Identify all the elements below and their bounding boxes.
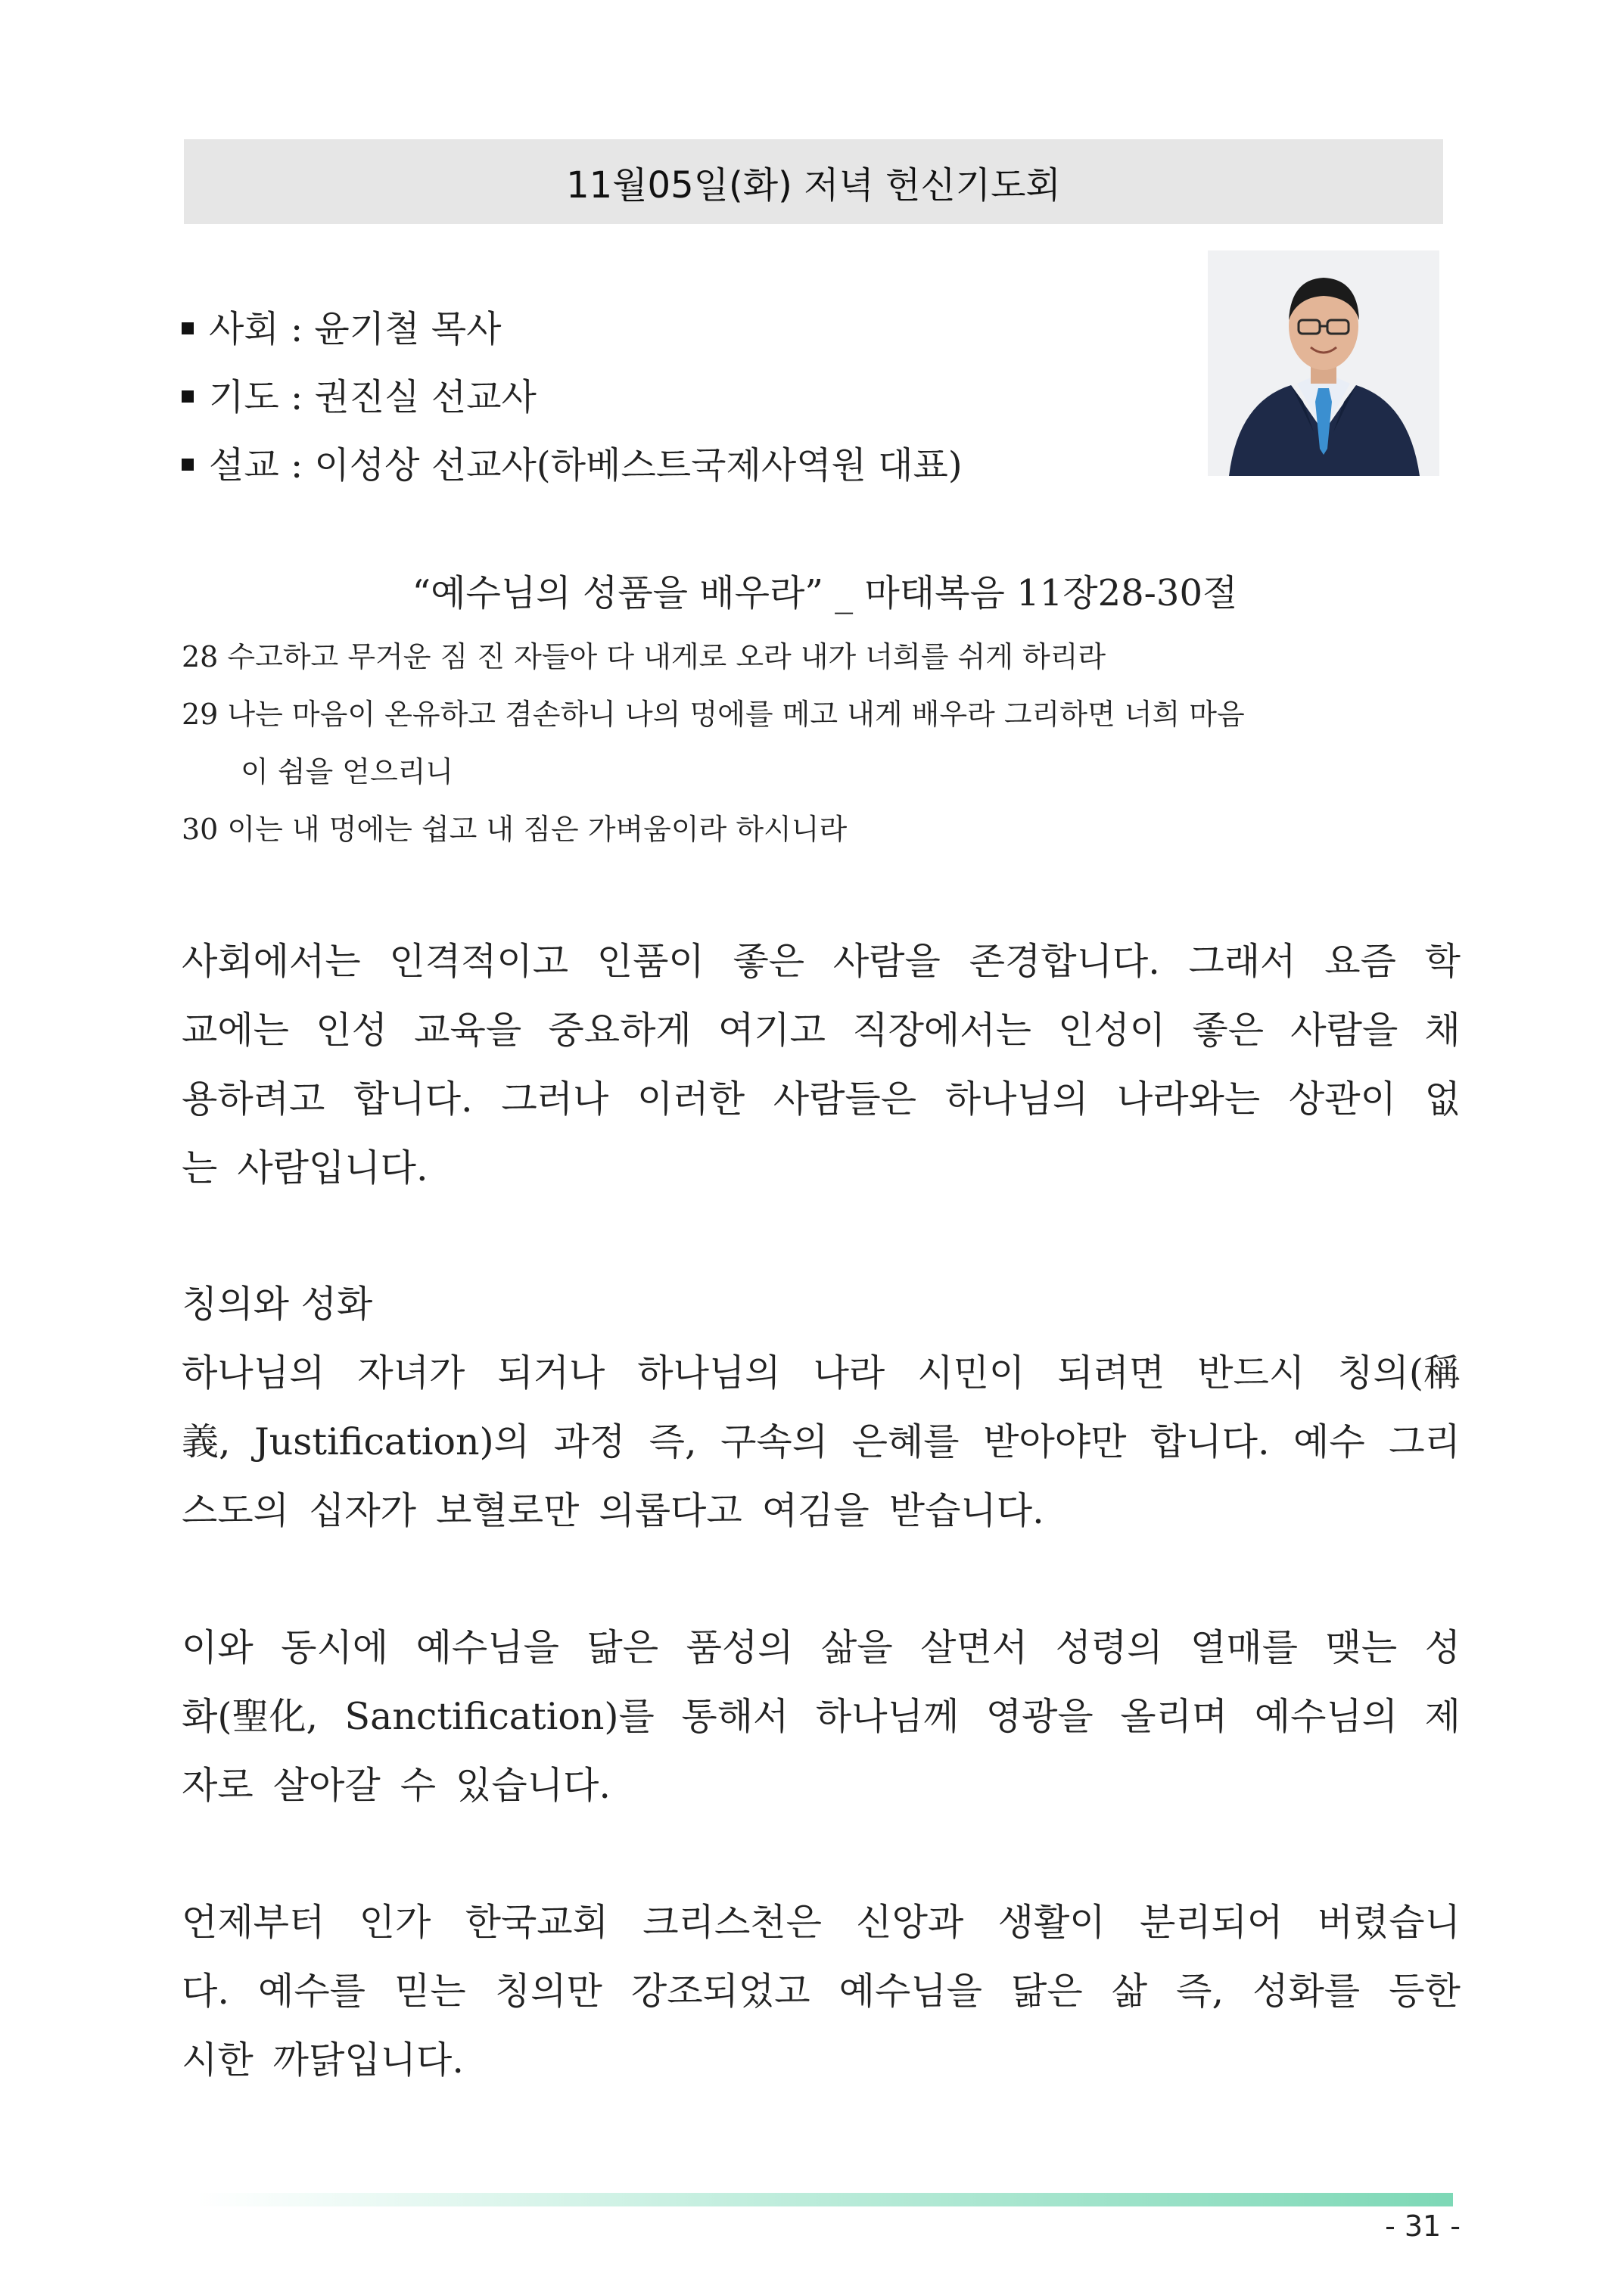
paragraph-line: 하나님의 자녀가 되거나 하나님의 나라 시민이 되려면 반드시 칭의(稱 (182, 1351, 1461, 1395)
paragraph-line: 다. 예수를 믿는 칭의만 강조되었고 예수님을 닮은 삶 즉, 성화를 등한 (182, 1970, 1461, 2013)
paragraph-line: 사회에서는 인격적이고 인품이 좋은 사람을 존경합니다. 그래서 요즘 학 (182, 940, 1461, 983)
paragraph-line: 義, Justification)의 과정 즉, 구속의 은혜를 받아야만 합니다. 예수 그리 (182, 1420, 1461, 1463)
verse-30: 30 이는 내 멍에는 쉽고 내 짐은 가벼움이라 하시니라 (182, 813, 848, 846)
paragraph-line: 는 사람입니다. (182, 1146, 428, 1189)
paragraph-line: 화(聖化, Sanctification)를 통해서 하나님께 영광을 올리며 예수님의 제 (182, 1695, 1461, 1738)
square-bullet-icon (182, 390, 194, 403)
paragraph-line: 스도의 십자가 보혈로만 의롭다고 여김을 받습니다. (182, 1489, 1044, 1532)
paragraph-3 (182, 1613, 1461, 1820)
section-heading-wrap (182, 1270, 1461, 1339)
preacher-photo (1208, 250, 1439, 476)
service-roles (182, 291, 1165, 496)
role-preacher: 설교 : 이성상 선교사(하베스트국제사역원 대표) (182, 428, 1165, 496)
paragraph-1 (182, 927, 1461, 1202)
page-title-bar (184, 139, 1443, 224)
verse-28: 28 수고하고 무거운 짐 진 자들아 다 내게로 오라 내가 너희를 쉬게 하리라 (182, 640, 1106, 673)
verse-29-continued: 이 쉼을 얻으리니 (241, 755, 454, 788)
verse-29: 29 나는 마음이 온유하고 겸손하니 나의 멍에를 메고 내게 배우라 그리하면 너희 마음 (182, 698, 1245, 731)
paragraph-line: 언제부터 인가 한국교회 크리스천은 신앙과 생활이 분리되어 버렸습니 (182, 1901, 1461, 1944)
footer-gradient-bar (197, 2193, 1453, 2206)
paragraph-2 (182, 1339, 1461, 1545)
square-bullet-icon (182, 322, 194, 334)
paragraph-line: 교에는 인성 교육을 중요하게 여기고 직장에서는 인성이 좋은 사람을 채 (182, 1009, 1461, 1052)
section-heading: 칭의와 성화 (182, 1283, 373, 1326)
paragraph-4 (182, 1888, 1461, 2094)
page-title: 11월05일(화) 저녁 헌신기도회 (566, 163, 1061, 207)
scripture-verses (182, 628, 1461, 858)
role-prayer: 기도 : 권진실 선교사 (182, 359, 1165, 428)
paragraph-line: 자로 살아갈 수 있습니다. (182, 1764, 611, 1807)
paragraph-line: 시한 까닭입니다. (182, 2038, 464, 2082)
paragraph-line: 용하려고 합니다. 그러나 이러한 사람들은 하나님의 나라와는 상관이 없 (182, 1078, 1461, 1121)
scripture-title: “예수님의 성품을 배우라” _ 마태복음 11장28-30절 (412, 572, 1238, 614)
square-bullet-icon (182, 459, 194, 471)
page-number: - 31 - (1385, 2209, 1461, 2243)
paragraph-line: 이와 동시에 예수님을 닮은 품성의 삶을 살면서 성령의 열매를 맺는 성 (182, 1626, 1461, 1669)
role-moderator: 사회 : 윤기철 목사 (182, 291, 1165, 359)
